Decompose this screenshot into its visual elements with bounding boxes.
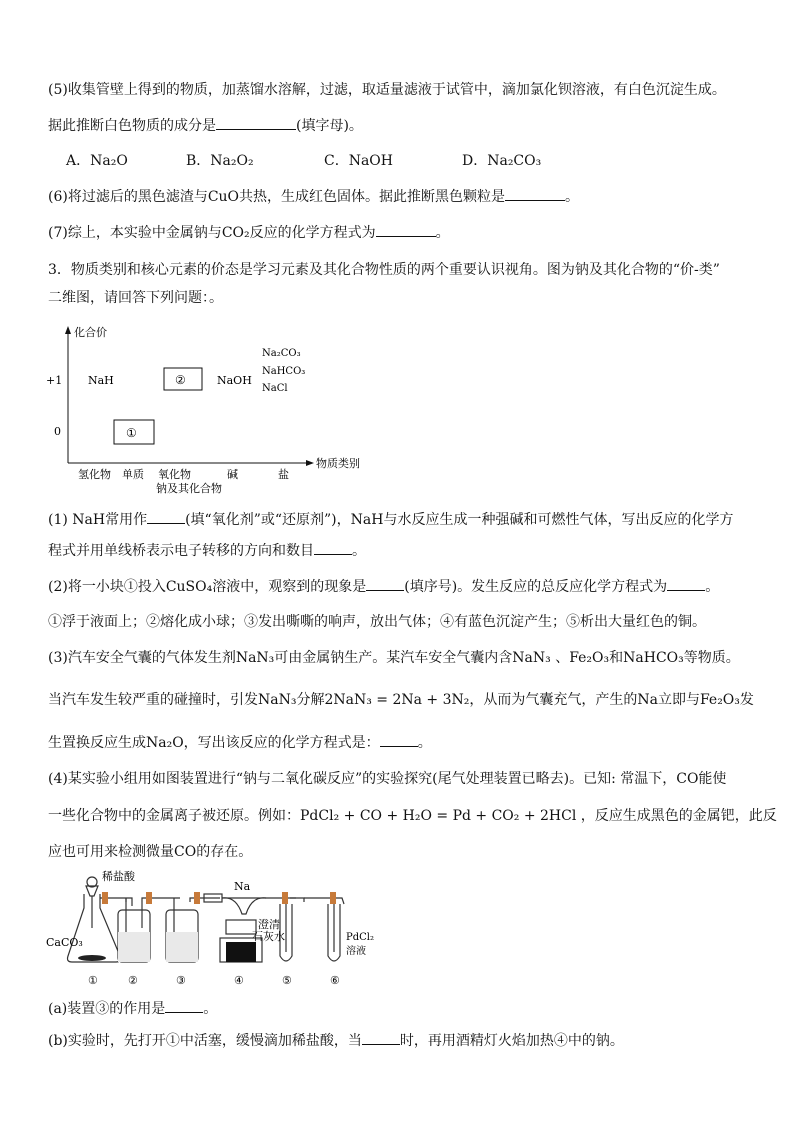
q3-part2-prefix: (2)将一小块①投入CuSO₄溶液中，观察到的现象是 (48, 579, 367, 595)
x-tick-base: 碱 (227, 468, 238, 481)
label-n4: ④ (234, 974, 244, 987)
point-Na2CO3: Na₂CO₃ (262, 348, 301, 359)
answer-blank[interactable] (505, 186, 565, 201)
q3-part4b-prefix: (b)实验时，先打开①中活塞，缓慢滴加稀盐酸，当 (48, 1033, 362, 1049)
q3-part2-suffix: 。 (705, 579, 720, 595)
point-NaCl: NaCl (262, 383, 288, 394)
q3-part2-line1 (48, 576, 719, 597)
x-group-label: 钠及其化合物 (156, 482, 222, 495)
q3-part2-mid: (填序号)。发生反应的总反应化学方程式为 (404, 579, 668, 595)
answer-blank[interactable] (376, 222, 436, 237)
point-2: ② (175, 373, 186, 387)
q3-intro-line1: 3．物质类别和核心元素的价态是学习元素及其化合物性质的两个重要认识视角。图为钠及其化合物的“价-类” (48, 262, 720, 278)
label-solution: 溶液 (346, 946, 366, 957)
q2-part6-suffix: 。 (565, 189, 580, 205)
point-NaHCO3: NaHCO₃ (262, 366, 306, 377)
q2-part7 (48, 222, 450, 243)
q2-part7-suffix: 。 (435, 225, 450, 241)
lamp-base (226, 942, 256, 962)
q3-part1-line2 (48, 540, 366, 561)
q2-part5-line1: (5)收集管壁上得到的物质，加蒸馏水溶解，过滤，取适量滤液于试管中，滴加氯化钡溶液，有白色沉淀生成。 (48, 82, 726, 98)
q3-part4a-suffix: 。 (203, 1001, 218, 1017)
answer-blank[interactable] (667, 576, 705, 591)
answer-blank[interactable] (314, 540, 352, 555)
point-NaOH: NaOH (217, 374, 252, 387)
answer-blank[interactable] (366, 576, 404, 591)
q2-part6 (48, 186, 579, 207)
x-tick-hydride: 氢化物 (78, 468, 111, 481)
answer-blank[interactable] (216, 115, 296, 130)
option-b: B．Na₂O₂ (186, 153, 254, 169)
label-n2: ② (128, 974, 138, 987)
label-hcl: 稀盐酸 (102, 870, 135, 883)
q3-part4a-prefix: (a)装置③的作用是 (48, 1001, 166, 1017)
q3-part3-line2: 当汽车发生较严重的碰撞时，引发NaN₃分解2NaN₃ = 2Na + 3N₂，从而为气囊充气，产生的Na立即与Fe₂O₃发 (48, 692, 754, 708)
x-tick-salt: 盐 (278, 468, 289, 481)
x-axis-label: 物质类别 (316, 457, 360, 470)
answer-blank[interactable] (147, 509, 185, 524)
answer-blank[interactable] (165, 998, 203, 1013)
q3-part4-line1: (4)某实验小组用如图装置进行“钠与二氧化碳反应”的实验探究(尾气处理装置已略去)。已知: 常温下，CO能使 (48, 771, 727, 787)
label-limewater-2: 石灰水 (252, 930, 285, 943)
label-n3: ③ (176, 974, 186, 987)
y-tick-zero: 0 (54, 425, 61, 438)
option-c: C．NaOH (324, 153, 393, 169)
label-caco3: CaCO₃ (46, 936, 83, 949)
q3-part1-prefix: (1) NaH常用作 (48, 512, 148, 528)
q3-part3-suffix: 。 (417, 735, 432, 751)
y-axis-label: 化合价 (74, 326, 107, 339)
x-tick-oxide: 氧化物 (158, 468, 191, 481)
answer-blank[interactable] (362, 1030, 400, 1045)
q3-part3-line3 (48, 732, 432, 753)
label-n1: ① (88, 974, 98, 987)
x-tick-element: 单质 (122, 468, 144, 481)
option-a: A．Na₂O (66, 153, 128, 169)
q3-intro-line2: 二维图，请回答下列问题：。 (48, 290, 223, 306)
label-limewater-1: 澄清 (258, 918, 280, 931)
answer-blank[interactable] (380, 732, 418, 747)
point-1: ① (126, 426, 137, 440)
valence-class-chart (40, 318, 380, 498)
q2-part5-suffix: (填字母)。 (296, 118, 363, 134)
q2-part6-prefix: (6)将过滤后的黑色滤渣与CuO共热，生成红色固体。据此推断黑色颗粒是 (48, 189, 506, 205)
label-pdcl2: PdCl₂ (346, 932, 374, 943)
q3-part1-line2-prefix: 程式并用单线桥表示电子转移的方向和数目 (48, 543, 314, 559)
point-NaH: NaH (88, 374, 114, 387)
q3-part4-line3: 应也可用来检测微量CO的存在。 (48, 844, 253, 860)
q2-part5-line2 (48, 115, 363, 136)
q3-part3-line1: (3)汽车安全气囊的气体发生剂NaN₃可由金属钠生产。某汽车安全气囊内含NaN₃ 、Fe₂O₃和NaHCO₃等物质。 (48, 650, 740, 666)
label-n6: ⑥ (330, 974, 340, 987)
q3-part4-line2: 一些化合物中的金属离子被还原。例如：PdCl₂ + CO + H₂O = Pd + CO₂ + 2HCl ，反应生成黑色的金属钯，此反 (48, 808, 777, 824)
label-na: Na (234, 880, 251, 893)
q3-part1-line1 (48, 509, 733, 530)
q3-part4a (48, 998, 217, 1019)
q3-part3-prefix: 生置换反应生成Na₂O，写出该反应的化学方程式是： (48, 735, 380, 751)
q2-part5-prefix: 据此推断白色物质的成分是 (48, 118, 216, 134)
label-n5: ⑤ (282, 974, 292, 987)
q3-part1-line2-suffix: 。 (352, 543, 366, 559)
apparatus-diagram (42, 868, 402, 992)
q3-part1-suffix: (填“氧化剂”或“还原剂”)，NaH与水反应生成一种强碱和可燃性气体，写出反应的化学方 (185, 512, 734, 528)
y-tick-plus1: +1 (46, 374, 63, 387)
q3-part4b-suffix: 时，再用酒精灯火焰加热④中的钠。 (399, 1033, 624, 1049)
option-d: D．Na₂CO₃ (462, 153, 542, 169)
q3-part2-choices: ①浮于液面上；②熔化成小球；③发出嘶嘶的响声，放出气体；④有蓝色沉淀产生；⑤析出大量红色的铜。 (48, 614, 706, 630)
q2-part7-prefix: (7)综上，本实验中金属钠与CO₂反应的化学方程式为 (48, 225, 376, 241)
q3-part4b (48, 1030, 624, 1051)
